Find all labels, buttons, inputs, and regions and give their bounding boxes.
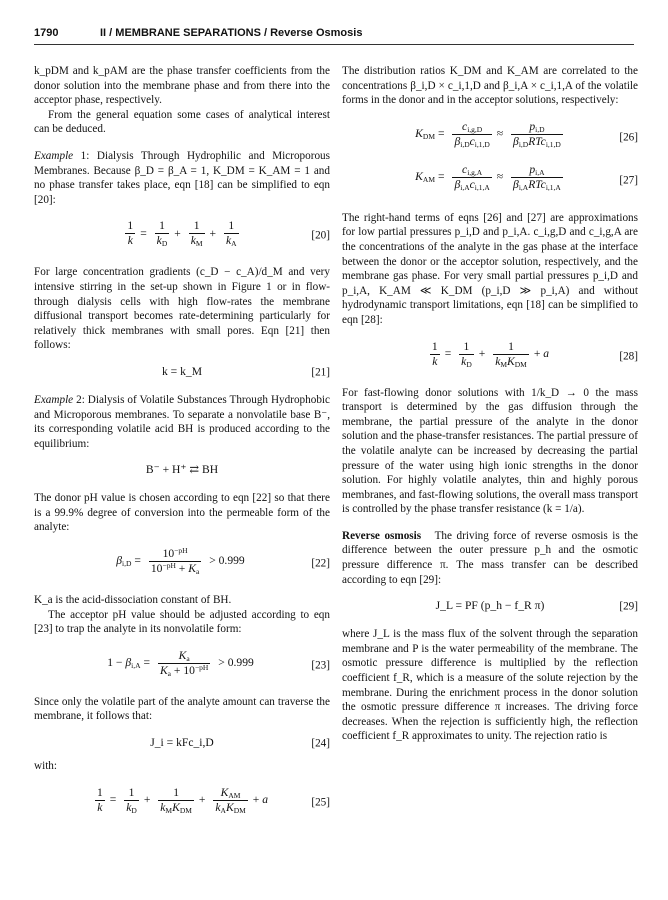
- equation-21: [34, 365, 330, 381]
- equilibrium-equation: [34, 463, 330, 479]
- example-1-text: 1: Dialysis Through Hydrophilic and Microporous Membranes. Because β_D = β_A = 1, K_DM = K_AM = 1 and no phase transfer takes place, eqn [18] can be simplified to eqn [20]:: [34, 149, 330, 206]
- equation-21-body: k = k_M: [161, 364, 203, 378]
- example-2-label: Example: [34, 393, 74, 406]
- reverse-osmosis-text: The driving force of reverse osmosis is the difference between the outer pressure p_h and the osmotic pressure difference π. The mass transfer can be described according to eqn [29]:: [342, 529, 638, 586]
- left-paragraph-6: The acceptor pH value should be adjusted according to eqn [23] to trap the analyte in its nonvolatile form:: [34, 608, 330, 636]
- equation-21-number: [21]: [311, 366, 330, 379]
- section-title: II / MEMBRANE SEPARATIONS / Reverse Osmosis: [100, 27, 363, 39]
- example-1-label: Example: [34, 149, 74, 162]
- left-paragraph-3: For large concentration gradients (c_D − c_A)/d_M and very intensive stirring in the set-up shown in Figure 1 or in flow-through dialysis cells with high flow-rates the membrane diffusional transport becomes rate-determining particularly for relatively thick membranes with small pores. Eqn [21] then follows:: [34, 266, 330, 352]
- equation-26: $K_{DM}$ = $\frac{c_{i,g,D}}{\beta_{i,D}c_{i,1,D}}$ ≈ $\frac{p_{i,D}}{\beta_{i,D}RTc_{i,1,D}}$ [26]: [415, 119, 638, 149]
- equation-25: $\frac{1}{k}$ = $\frac{1}{k_D}$ + $\frac{1}{k_MK_{DM}}$ + $\frac{K_{AM}}{k_AK_{DM}}$ + a [25]: [96, 785, 330, 815]
- reverse-osmosis-paragraph: [342, 529, 638, 587]
- equation-29: [342, 599, 638, 615]
- right-paragraph-4: where J_L is the mass flux of the solvent through the separation membrane and P is the water permeability of the membrane. The osmotic pressure difference is multiplied by the reflection coefficient f_R, which is a measure of the solute rejection by the membrane. During the enrichment process in the donor solution the osmotic pressure difference π increases. The driving force decreases. When the rejection is sufficiently high, the reflection coefficient f_R approximates to unity. The rejection ratio is: [342, 628, 638, 743]
- reverse-osmosis-heading: Reverse osmosis: [342, 529, 422, 542]
- equation-22: $\beta_{i,D}$ = $\frac{10^{-pH}}{10^{-pH} + K_a}$ > 0.999 [22]: [116, 546, 330, 577]
- page-number: 1790: [34, 27, 59, 39]
- left-paragraph-5: K_a is the acid-dissociation constant of BH.: [34, 594, 232, 607]
- equation-28-number: [28]: [619, 350, 638, 363]
- equation-24-body: J_i = kFc_i,D: [150, 736, 214, 750]
- equation-28: $\frac{1}{k}$ = $\frac{1}{k_D}$ + $\frac{1}{k_MK_{DM}}$ + a [28]: [431, 339, 638, 369]
- equation-23-number: [23]: [311, 659, 330, 672]
- equation-26-number: [26]: [619, 131, 638, 144]
- equation-24-number: [24]: [311, 737, 330, 750]
- right-paragraph-1: The distribution ratios K_DM and K_AM are correlated to the concentrations β_i,D × c_i,1,D and β_i,A × c_i,1,A of the volatile forms in the donor and in the acceptor solutions, respectively:: [342, 65, 638, 107]
- right-paragraph-3: For fast-flowing donor solutions with 1/k_D → 0 the mass transport is determined by the gas diffusion through the membrane, the partial pressure of the analyte in the donor solution and the phase-transfer resistances. The partial pressure of the volatile analyte can be increased by decreasing the partial pressure of the water using high ionic strengths in the donor solution. For highly volatile analytes, thin and highly porous membranes, and fast-flowing solutions, the overall mass transport is controlled by the phase transfer resistance (k = 1/a).: [342, 386, 638, 516]
- equation-24: [34, 736, 330, 752]
- example-2: [34, 393, 330, 451]
- example-1: [34, 149, 330, 207]
- right-column: [342, 64, 638, 744]
- equation-20-number: [20]: [311, 230, 330, 243]
- equation-29-body: J_L = PF (p_h − f_R π): [435, 599, 545, 613]
- page-header: [34, 27, 634, 45]
- header-rule: [34, 44, 634, 45]
- equation-20: $\frac{1}{k}$ = $\frac{1}{k_D}$ + $\frac{1}{k_M}$ + $\frac{1}{k_A}$ [20]: [127, 219, 330, 249]
- left-column: [34, 64, 330, 820]
- equation-29-number: [29]: [619, 600, 638, 613]
- left-paragraph-7: Since only the volatile part of the analyte amount can traverse the membrane, it follows that:: [34, 695, 330, 723]
- example-2-text: 2: Dialysis of Volatile Substances Through Hydrophobic and Microporous membranes. To separate a nonvolatile base B⁻, its corresponding volatile acid BH is produced according to the equilibrium:: [34, 393, 331, 450]
- equation-27-number: [27]: [619, 174, 638, 187]
- left-paragraph-4: The donor pH value is chosen according to eqn [22] so that there is a 99.9% degree of conversion into the permeable form of the analyte:: [34, 492, 330, 534]
- equation-22-number: [22]: [311, 557, 330, 570]
- left-paragraph-1: k_pDM and k_pAM are the phase transfer coefficients from the donor solution into the membrane phase and from there into the acceptor phase, respectively.: [34, 65, 330, 107]
- equation-25-number: [25]: [311, 796, 330, 809]
- right-paragraph-2: The right-hand terms of eqns [26] and [27] are approximations for low partial pressures p_i,D and p_i,A. c_i,g,D and c_i,g,A are the concentrations of the analyte in the gas phase at the interface between the donor or the acceptor solution, respectively, and the membrane gas phase. For very small partial pressures p_i,D and p_i,A, K_AM ≪ K_DM (p_i,D ≫ p_i,A) and without hydrodynamic transport limitations, eqn [18] can be simplified to eqn [28]:: [342, 211, 638, 326]
- with-label: with:: [34, 760, 57, 773]
- left-paragraph-2: From the general equation some cases of analytical interest can be deduced.: [34, 108, 330, 136]
- equation-27: $K_{AM}$ = $\frac{c_{i,g,A}}{\beta_{i,A}c_{i,1,A}}$ ≈ $\frac{p_{i,A}}{\beta_{i,A}RTc_{i,1,A}}$ [27]: [415, 162, 638, 192]
- equation-23: $1 - \beta_{i,A}$ = $\frac{K_a}{K_a + 10^{-pH}}$ > 0.999 [23]: [107, 648, 330, 678]
- equilibrium-body: B⁻ + H⁺ ⇄ BH: [145, 463, 219, 477]
